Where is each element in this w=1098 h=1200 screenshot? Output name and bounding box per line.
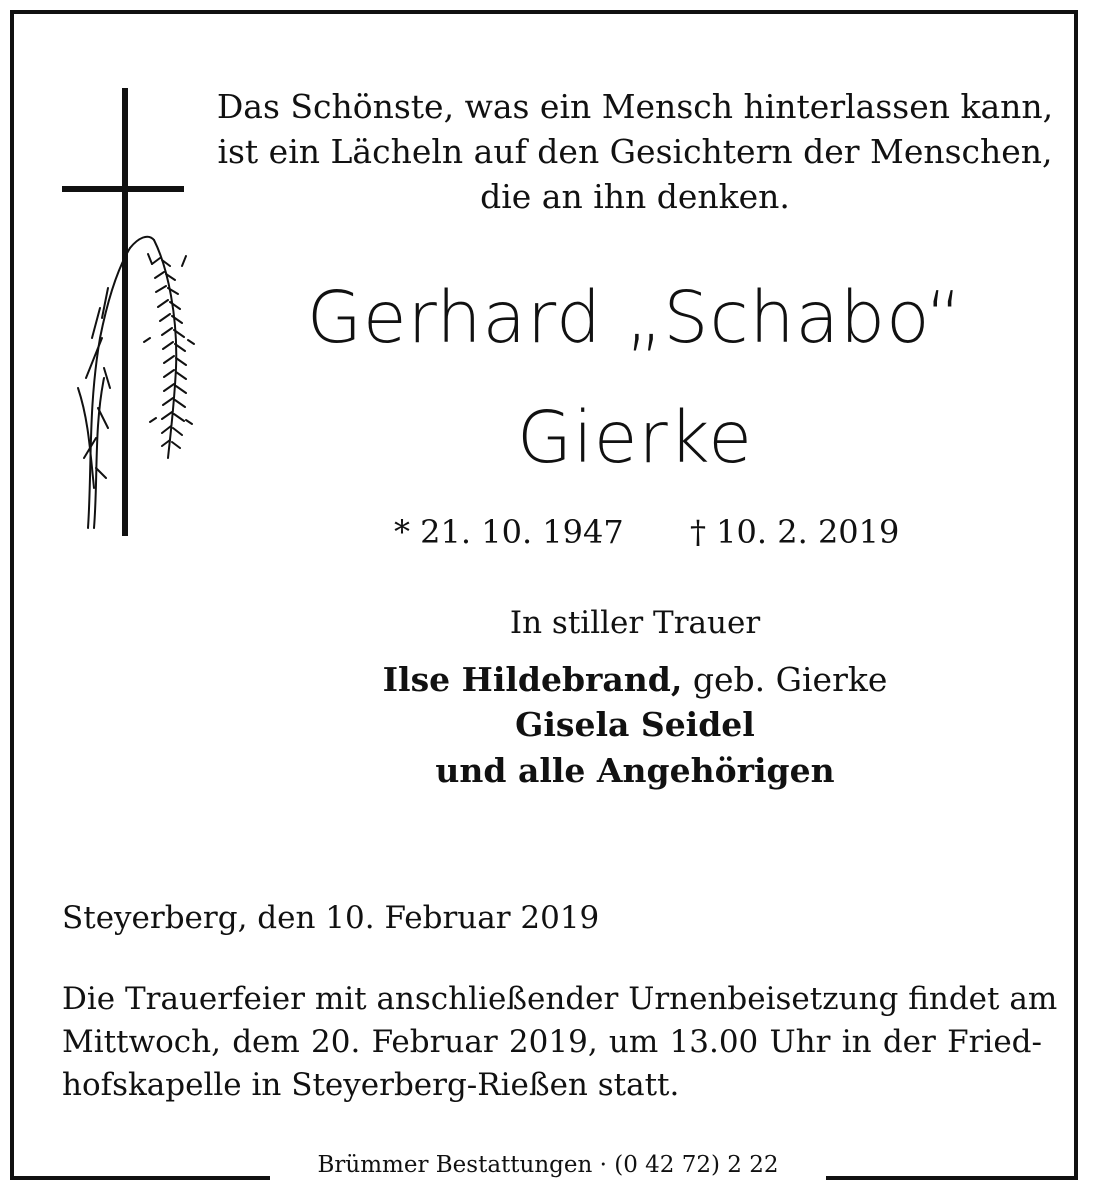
mourner-3: und alle Angehörigen bbox=[435, 751, 835, 790]
mourning-intro: In stiller Trauer bbox=[509, 605, 761, 641]
death-date: † 10. 2. 2019 bbox=[690, 513, 900, 551]
deceased-name-line1: Gerhard „Schabo“ bbox=[306, 276, 964, 359]
mourner-2: Gisela Seidel bbox=[515, 705, 755, 744]
undertaker-footer: Brümmer Bestattungen · (0 42 72) 2 22 bbox=[270, 1150, 826, 1180]
mourner-1-name: Ilse Hildebrand, bbox=[382, 660, 683, 699]
quote-line: Das Schönste, was ein Mensch hinterlassen kann, bbox=[216, 87, 1054, 126]
funeral-notice bbox=[62, 978, 1058, 1107]
notice-line: Mittwoch, dem 20. Februar 2019, um 13.00 Uhr in der Fried- bbox=[62, 1024, 1042, 1060]
birth-date: * 21. 10. 1947 bbox=[394, 513, 624, 551]
notice-line: Die Trauerfeier mit anschließender Urnenbeisetzung findet am bbox=[62, 981, 1058, 1017]
deceased-name-line2: Gierke bbox=[517, 396, 753, 479]
quote-line: die an ihn denken. bbox=[480, 177, 790, 216]
notice-line: hofskapelle in Steyerberg-Rießen statt. bbox=[62, 1067, 680, 1103]
quote-line: ist ein Lächeln auf den Gesichtern der Menschen, bbox=[217, 132, 1053, 171]
mourner-1-suffix: geb. Gierke bbox=[682, 660, 888, 699]
place-date: Steyerberg, den 10. Februar 2019 bbox=[62, 900, 600, 936]
quote bbox=[200, 84, 1070, 219]
mourner-1 bbox=[160, 658, 1098, 702]
